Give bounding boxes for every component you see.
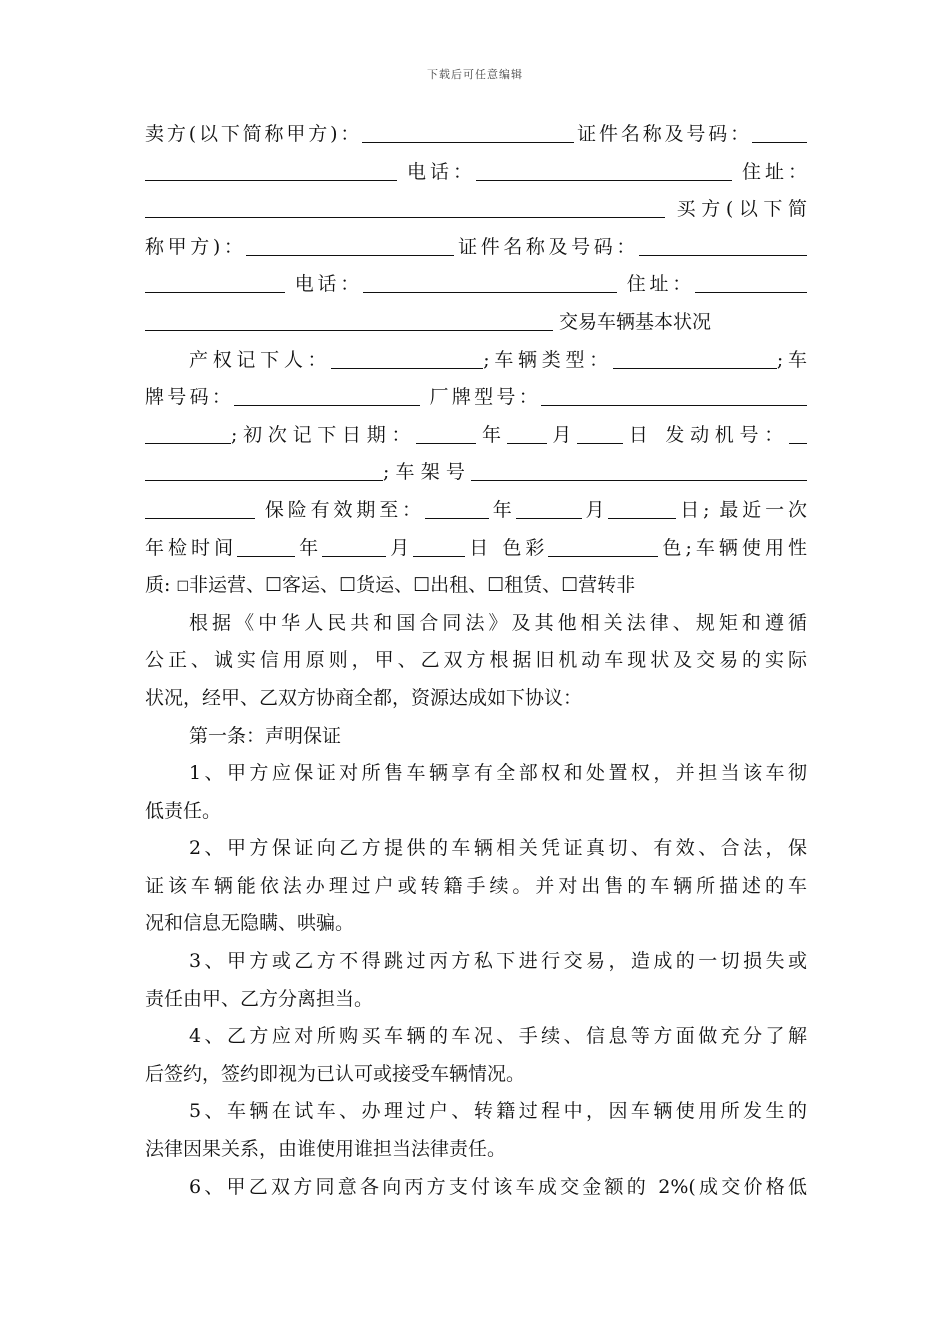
- text: 证件名称及号码：: [574, 123, 752, 145]
- text: 日; 最近一次: [676, 498, 807, 521]
- insurance-day-blank: [608, 494, 676, 519]
- plate-line: [145, 379, 807, 417]
- text: 卖方(以下简称甲方)：: [145, 123, 363, 145]
- buyer-contact-line: [145, 266, 807, 304]
- text: 保险有效期至：: [255, 498, 425, 521]
- engine-number-blank-cont: [145, 456, 383, 481]
- buyer-id-blank: [639, 231, 807, 256]
- text: 月: [546, 423, 578, 446]
- seller-line: [145, 116, 807, 154]
- clause-line: 况和信息无隐瞒、哄骗。: [145, 912, 355, 935]
- seller-id-blank: [752, 118, 807, 143]
- chassis-number-blank: [471, 456, 807, 481]
- text: 月: [581, 498, 609, 521]
- text: 电话：: [285, 273, 363, 296]
- text: ;初次记下日期：: [231, 423, 417, 446]
- text: 色;车辆使用性: [658, 536, 807, 559]
- clause-line: 证该车辆能依法办理过户或转籍手续。并对出售的车辆所描述的车: [145, 874, 807, 897]
- registration-line: [145, 417, 807, 455]
- inspection-year-blank: [237, 532, 295, 557]
- non-operating-checkbox: ☐: [176, 579, 190, 596]
- contract-body: [145, 116, 807, 1206]
- text: 年: [488, 498, 516, 521]
- paragraph-line: 根据《中华人民共和国合同法》及其他相关法律、规矩和遵循: [189, 611, 807, 634]
- text: 质:: [145, 574, 177, 597]
- buyer-line: [145, 229, 807, 267]
- inspection-day-blank: [413, 532, 465, 557]
- insurance-month-blank: [516, 494, 582, 519]
- inspection-line: [145, 530, 807, 568]
- text: 证件名称及号码：: [454, 235, 639, 258]
- seller-contact-line: [145, 154, 807, 192]
- text: 称甲方)：: [145, 235, 247, 258]
- text: 产权记下人：: [189, 348, 332, 371]
- chassis-line: [145, 454, 807, 492]
- seller-address-blank: [145, 193, 665, 218]
- text: ;车: [776, 348, 807, 371]
- paragraph-line: 状况，经甲、乙双方协商全都，资源达成如下协议：: [145, 686, 583, 709]
- reg-year-blank: [416, 419, 476, 444]
- color-blank: [548, 532, 658, 557]
- reg-day-blank: [577, 419, 623, 444]
- text: ;车架号: [383, 461, 471, 484]
- paragraph-line: 公正、诚实信用原则，甲、乙双方根据旧机动车现状及交易的实际: [145, 649, 807, 672]
- inspection-month-blank: [322, 532, 386, 557]
- clause-line: 低责任。: [145, 799, 222, 822]
- buyer-phone-blank: [363, 268, 617, 293]
- text: 日 发动机号：: [623, 423, 789, 446]
- clause-line: 1、甲方应保证对所售车辆享有全部权和处置权，并担当该车彻: [189, 762, 807, 785]
- text: 日 色彩: [465, 536, 549, 559]
- text: 买方(以下简: [665, 198, 807, 221]
- seller-name-blank: [362, 118, 574, 143]
- text: 交易车辆基本状况: [553, 310, 712, 333]
- article-heading: 第一条：声明保证: [189, 724, 342, 747]
- usage-line: [145, 567, 807, 605]
- model-blank: [541, 381, 807, 406]
- text: 月: [386, 536, 414, 559]
- text: 非运营、☐客运、☐货运、☐出租、☐租赁、☐营转非: [189, 574, 636, 597]
- clause-line: 责任由甲、乙方分离担当。: [145, 987, 374, 1010]
- text: 住址：: [732, 160, 807, 183]
- text: 年检时间: [145, 536, 238, 559]
- vehicle-heading-line: [145, 304, 807, 342]
- insurance-line: [145, 492, 807, 530]
- text: 电话：: [397, 160, 476, 183]
- model-blank-cont: [145, 419, 231, 444]
- page-header: 下载后可任意编辑: [427, 68, 523, 81]
- chassis-number-blank-cont: [145, 494, 255, 519]
- buyer-address-blank-cont: [145, 306, 553, 331]
- clause-line: 后签约，签约即视为已认可或接受车辆情况。: [145, 1062, 526, 1085]
- insurance-year-blank: [425, 494, 489, 519]
- clause-line: 2、甲方保证向乙方提供的车辆相关凭证真切、有效、合法，保: [189, 837, 807, 860]
- owner-line: [145, 342, 807, 380]
- text: ;车辆类型：: [483, 348, 613, 371]
- text: 住址：: [617, 273, 695, 296]
- seller-id-blank-cont: [145, 156, 397, 181]
- reg-month-blank: [507, 419, 547, 444]
- seller-address-line: [145, 191, 807, 229]
- clause-line: 3、甲方或乙方不得跳过丙方私下进行交易，造成的一切损失或: [189, 950, 807, 973]
- clause-line: 6、甲乙双方同意各向丙方支付该车成交金额的 2%(成交价格低: [189, 1175, 807, 1198]
- text: 年: [295, 536, 323, 559]
- text: 牌号码：: [145, 386, 235, 409]
- text: 年: [476, 423, 507, 446]
- buyer-name-blank: [246, 231, 454, 256]
- clause-line: 5、车辆在试车、办理过户、转籍过程中，因车辆使用所发生的: [189, 1100, 807, 1123]
- plate-number-blank: [234, 381, 420, 406]
- seller-phone-blank: [476, 156, 732, 181]
- text: 厂牌型号：: [420, 386, 541, 409]
- buyer-address-blank: [695, 268, 807, 293]
- buyer-id-blank-cont: [145, 268, 285, 293]
- vehicle-type-blank: [613, 344, 777, 369]
- clause-line: 法律因果关系，由谁使用谁担当法律责任。: [145, 1138, 507, 1161]
- clause-line: 4、乙方应对所购买车辆的车况、手续、信息等方面做充分了解: [189, 1025, 807, 1048]
- engine-number-blank: [789, 419, 807, 444]
- owner-blank: [331, 344, 483, 369]
